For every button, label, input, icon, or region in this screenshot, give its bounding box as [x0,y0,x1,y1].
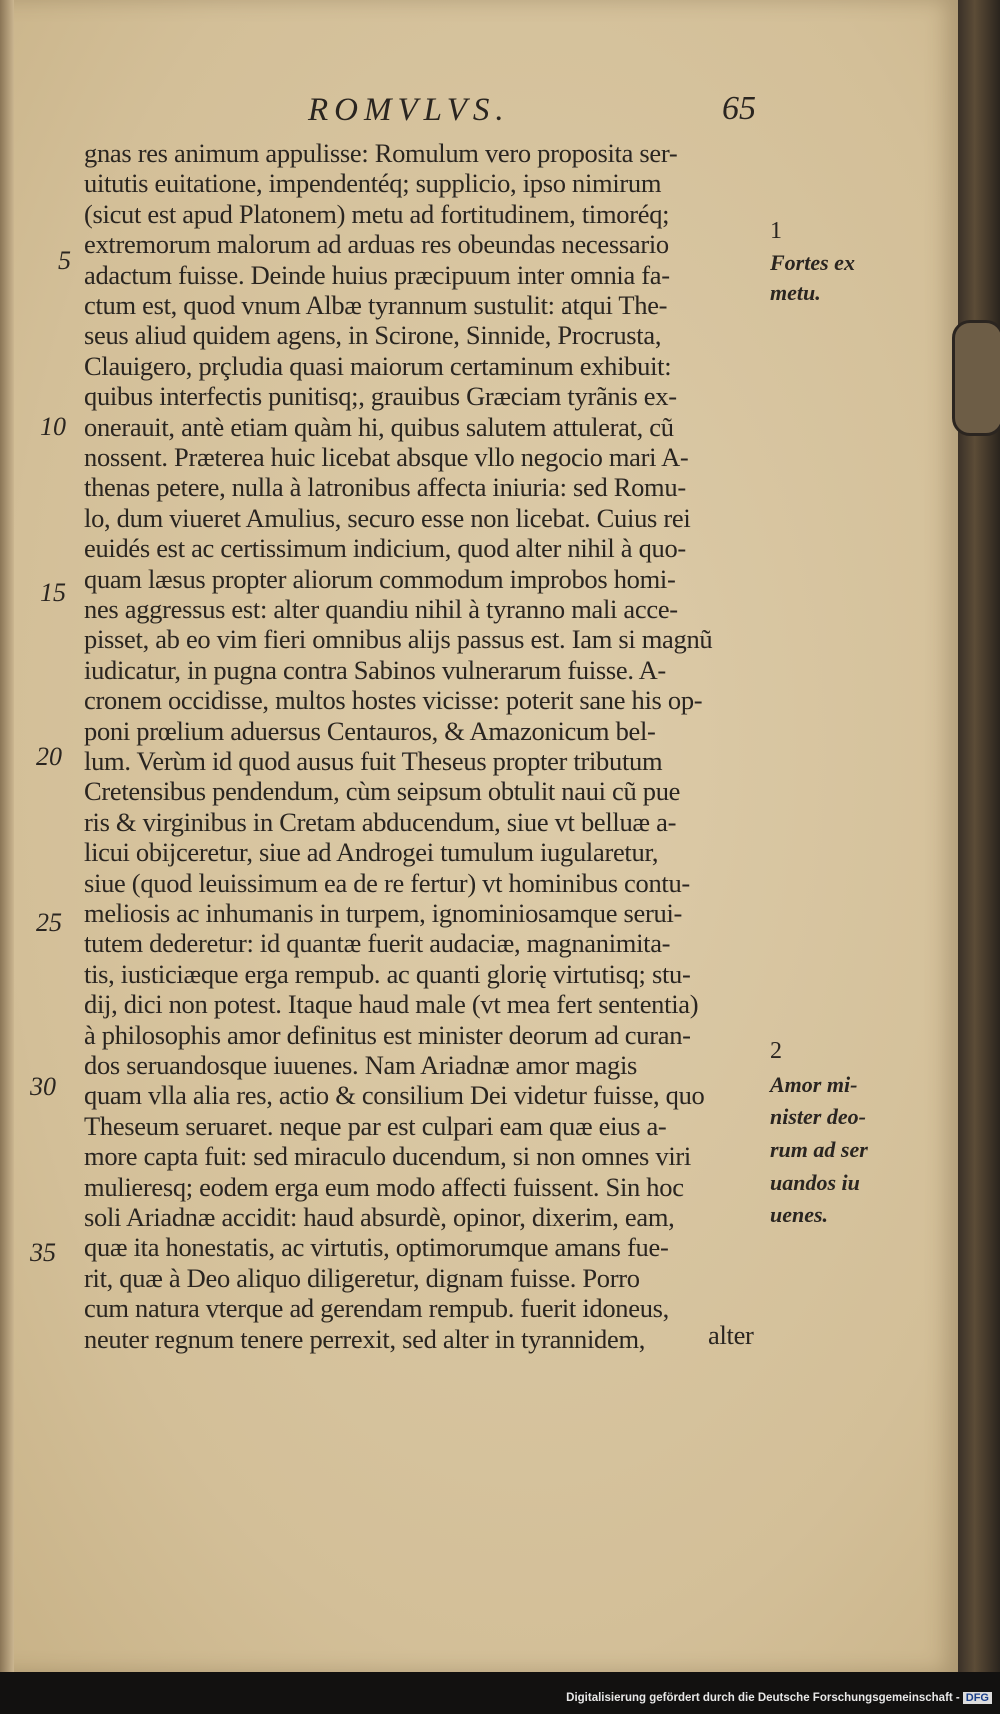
margin-note-line: nister deo- [770,1104,866,1129]
margin-note-line: uandos iu [770,1170,860,1195]
text-line: uitutis euitatione, impendentéq; supplicio, ipso nimirum [84,168,662,199]
text-line: seus aliud quidem agens, in Scirone, Sinnide, Procrusta, [84,320,662,351]
text-line: Cretensibus pendendum, cùm seipsum obtulit naui cũ pue [84,776,681,807]
margin-note-line: Amor mi- [770,1072,858,1097]
page-tab [952,320,1000,436]
text-line: tis, iusticiæque erga rempub. ac quanti glorię virtutisq; stu- [84,958,691,989]
text-line: cum natura vterque ad gerendam rempub. fuerit idoneus, [84,1293,669,1324]
line-number: 10 [40,412,66,441]
line-number: 5 [58,246,71,275]
text-line: cronem occidisse, multos hostes vicisse: poterit sane his op- [84,685,703,716]
text-line: Theseum seruaret. neque par est culpari eam quæ eius a- [84,1110,667,1141]
text-line: thenas petere, nulla à latronibus affecta iniuria: sed Romu- [84,472,686,503]
text-line: ris & virginibus in Cretam abducendum, siue vt belluæ a- [84,806,677,837]
text-line: euidés est ac certissimum indicium, quod alter nihil à quo- [84,533,686,564]
catchword: alter [708,1320,754,1350]
line-number: 15 [40,578,66,607]
text-line: Clauigero, prçludia quasi maiorum certaminum exhibuit: [84,350,672,381]
text-line: iudicatur, in pugna contra Sabinos vulnerarum fuisse. A- [84,654,666,685]
text-line: soli Ariadnæ accidit: haud absurdè, opinor, dixerim, eam, [84,1202,675,1232]
text-line: quæ ita honestatis, ac virtutis, optimorumque amans fue- [84,1232,669,1263]
text-line: ctum est, quod vnum Albæ tyrannum sustulit: atqui The- [84,290,668,320]
line-number: 25 [36,908,62,937]
text-line: dij, dici non potest. Itaque haud male (vt mea fert sententia) [84,989,699,1020]
margin-note-number: 2 [770,1038,782,1064]
text-line: extremorum malorum ad arduas res obeundas necessario [84,229,669,260]
text-line: pisset, ab eo vim fieri omnibus alijs passus est. Iam si magnũ [84,624,713,655]
text-line: rit, quæ à Deo aliquo diligeretur, dignam fuisse. Porro [84,1262,640,1293]
text-line: poni prœlium aduersus Centauros, & Amazonicum bel- [84,715,656,746]
margin-note-number: 1 [770,218,782,244]
text-line: neuter regnum tenere perrexit, sed alter in tyrannidem, [84,1323,646,1354]
dfg-logo: DFG [963,1692,992,1704]
text-line: lo, dum viueret Amulius, securo esse non licebat. Cuius rei [84,502,691,533]
text-line: licui obijceretur, siue ad Androgei tumulum iugularetur, [84,837,659,868]
margin-note-line: rum ad ser [770,1137,868,1162]
margin-note-line: uenes. [770,1202,829,1227]
text-line: onerauit, antè etiam quàm hi, quibus salutem attulerat, cũ [84,411,674,442]
margin-note-line: metu. [770,280,821,305]
text-line: quam vlla alia res, actio & consilium Dei videtur fuisse, quo [84,1080,705,1111]
page-gutter [0,0,14,1672]
text-line: adactum fuisse. Deinde huius præcipuum inter omnia fa- [84,259,670,290]
text-line: meliosis ac inhumanis in turpem, ignominiosamque serui- [84,898,683,928]
text-line: à philosophis amor definitus est minister deorum ad curan- [84,1019,691,1050]
running-title: ROMVLVS. [308,92,510,128]
line-number: 30 [30,1072,56,1101]
text-line: quam læsus propter aliorum commodum improbos homi- [84,563,676,594]
text-line: mulieresq; eodem erga eum modo affecti fuissent. Sin hoc [84,1171,684,1202]
text-line: lum. Verùm id quod ausus fuit Theseus propter tributum [84,746,663,776]
text-line: quibus interfectis punitisq;, grauibus Græciam tyrãnis ex- [84,381,677,412]
text-line: tutem dederetur: id quantæ fuerit audaciæ, magnanimita- [84,928,671,959]
text-line: siue (quod leuissimum ea de re fertur) vt hominibus contu- [84,867,690,898]
text-line: dos seruandosque iuuenes. Nam Ariadnæ amor magis [84,1050,638,1080]
text-line: more capta fuit: sed miraculo ducendum, si non omnes viri [84,1141,691,1172]
text-line: (sicut est apud Platonem) metu ad fortitudinem, timoréq; [84,198,670,229]
line-number: 35 [30,1238,56,1267]
text-line: gnas res animum appulisse: Romulum vero proposita ser- [84,138,678,168]
footer-credit [566,1692,992,1704]
book-edge [958,0,1000,1672]
text-line: nossent. Præterea huic licebat absque vllo negocio mari A- [84,442,689,472]
margin-note-line: Fortes ex [770,250,855,275]
footer-text: Digitalisierung gefördert durch die Deutsche Forschungsgemeinschaft - [566,1692,960,1704]
text-line: nes aggressus est: alter quandiu nihil à tyranno mali acce- [84,594,678,624]
line-number: 20 [36,742,62,771]
folio-number: 65 [722,90,756,127]
